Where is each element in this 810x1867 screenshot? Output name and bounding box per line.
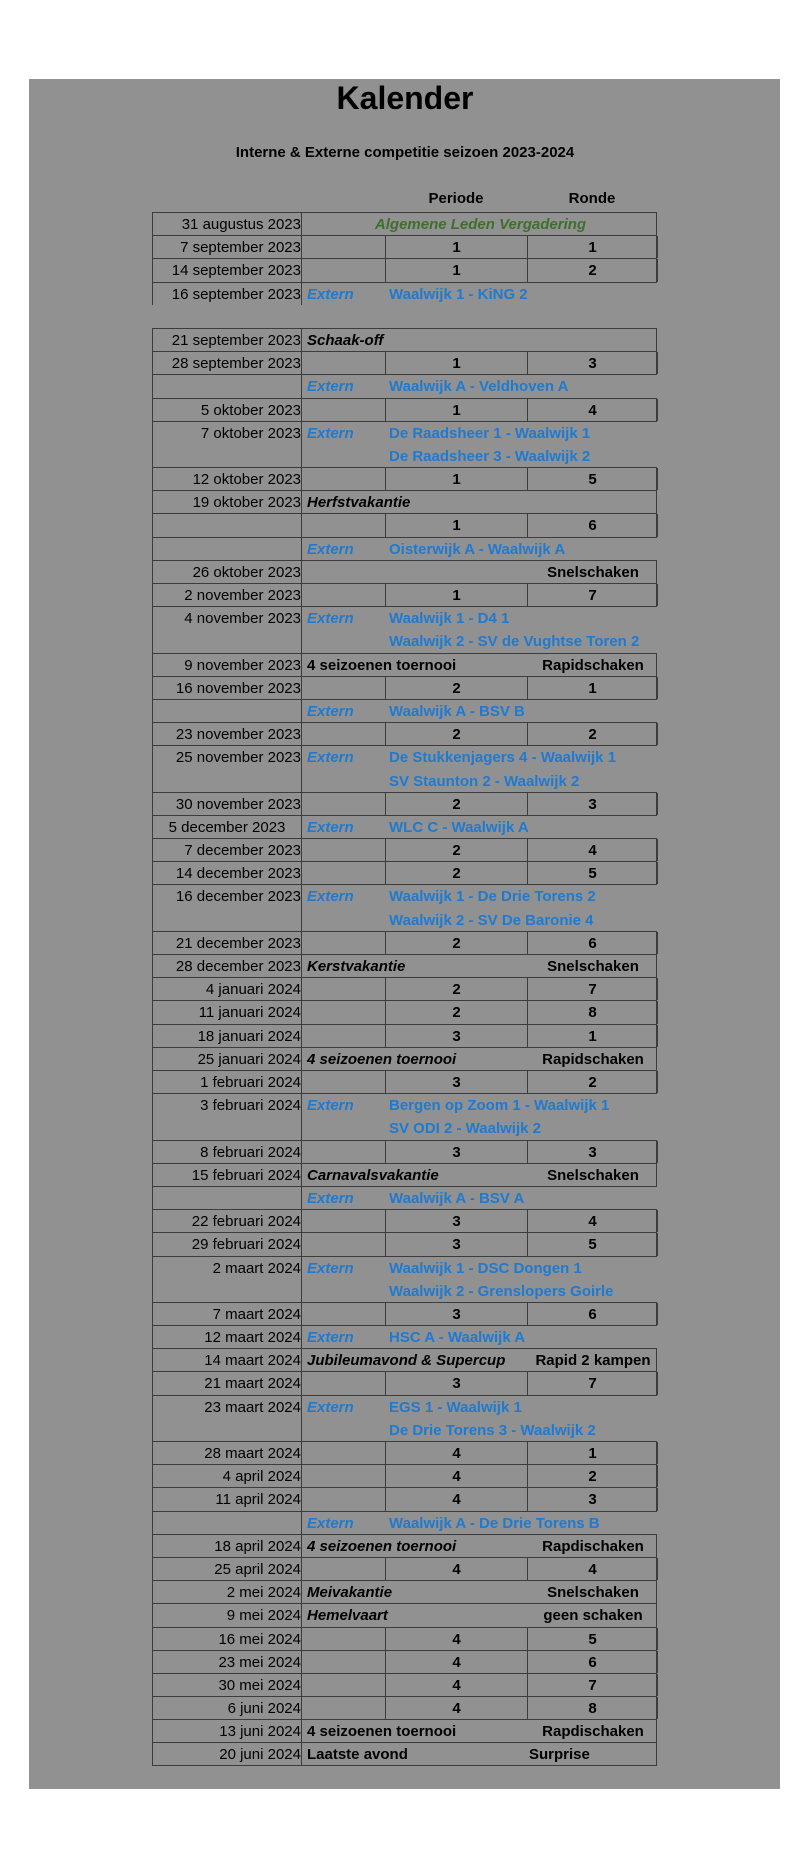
row-periode: 2 (385, 1001, 528, 1023)
row-date: 23 maart 2024 (153, 1396, 302, 1441)
row-ronde: 5 (528, 468, 658, 490)
row-date: 11 januari 2024 (153, 1001, 302, 1023)
row-ronde: 6 (528, 932, 658, 954)
row-periode: 4 (385, 1674, 528, 1696)
calendar-row (152, 1325, 657, 1348)
row-periode: 4 (385, 1558, 528, 1580)
calendar-row (152, 1093, 657, 1139)
calendar-row (152, 351, 657, 374)
row-periode: 2 (385, 839, 528, 861)
calendar-row (152, 1070, 657, 1093)
row-event-type: Rapdischaken (542, 1537, 644, 1555)
row-periode: 3 (385, 1210, 528, 1232)
row-date (153, 1187, 302, 1209)
calendar-row (152, 792, 657, 815)
row-date: 2 mei 2024 (153, 1581, 302, 1603)
row-extern-label: Extern (307, 1329, 354, 1347)
calendar-row (152, 1487, 657, 1510)
row-event-type: Snelschaken (547, 563, 639, 581)
calendar-row (152, 212, 657, 235)
row-date: 18 januari 2024 (153, 1025, 302, 1047)
calendar-table (152, 212, 657, 1766)
row-periode: 4 (385, 1465, 528, 1487)
row-date: 16 november 2023 (153, 677, 302, 699)
row-event: Kerstvakantie (307, 958, 406, 976)
calendar-row (152, 699, 657, 722)
row-periode: 2 (385, 862, 528, 884)
calendar-row (152, 1256, 657, 1302)
row-ronde: 8 (528, 1001, 658, 1023)
row-date: 5 december 2023 (153, 816, 302, 838)
row-periode: 4 (385, 1651, 528, 1673)
row-date: 14 maart 2024 (153, 1349, 302, 1371)
row-date: 2 maart 2024 (153, 1257, 302, 1302)
row-periode: 1 (385, 468, 528, 490)
calendar-row (152, 374, 657, 397)
row-event: Hemelvaart (307, 1607, 388, 1625)
row-date: 26 oktober 2023 (153, 561, 302, 583)
row-ronde: 3 (528, 1141, 658, 1163)
calendar-row (152, 1348, 657, 1371)
row-periode: 2 (385, 723, 528, 745)
row-periode: 1 (385, 236, 528, 258)
row-ronde: 3 (528, 352, 658, 374)
row-date: 19 oktober 2023 (153, 491, 302, 513)
row-ronde: 1 (528, 677, 658, 699)
row-ronde: 2 (528, 1071, 658, 1093)
calendar-row (152, 513, 657, 536)
calendar-row (152, 1627, 657, 1650)
calendar-row (152, 1186, 657, 1209)
row-periode: 2 (385, 978, 528, 1000)
calendar-row (152, 1580, 657, 1603)
calendar-row (152, 1441, 657, 1464)
row-event: 4 seizoenen toernooi (307, 656, 457, 674)
row-date: 20 juni 2024 (153, 1743, 302, 1764)
row-date (153, 538, 302, 560)
calendar-row (152, 1719, 657, 1742)
row-event-type: geen schaken (543, 1607, 643, 1625)
row-periode: 3 (385, 1071, 528, 1093)
row-date: 16 december 2023 (153, 885, 302, 930)
row-date: 6 juni 2024 (153, 1697, 302, 1719)
row-date: 12 maart 2024 (153, 1326, 302, 1348)
calendar-row (152, 1511, 657, 1534)
row-ronde: 3 (528, 793, 658, 815)
calendar-row (152, 1302, 657, 1325)
column-header-periode: Periode (428, 190, 484, 207)
calendar-row (152, 1742, 657, 1765)
row-extern-label: Extern (307, 1398, 354, 1416)
calendar-row (152, 653, 657, 676)
row-date: 25 november 2023 (153, 746, 302, 791)
row-date: 13 juni 2024 (153, 1720, 302, 1742)
calendar-row (152, 490, 657, 513)
row-date: 4 november 2023 (153, 607, 302, 652)
row-date: 18 april 2024 (153, 1535, 302, 1557)
calendar-row (152, 1000, 657, 1023)
calendar-row (152, 977, 657, 1000)
row-date: 4 januari 2024 (153, 978, 302, 1000)
row-event: Meivakantie (307, 1584, 393, 1602)
row-date: 21 december 2023 (153, 932, 302, 954)
row-event: 4 seizoenen toernooi (307, 1050, 457, 1068)
row-extern-label: Extern (307, 540, 354, 558)
row-extern-match: Waalwijk A - BSV A (389, 1189, 525, 1207)
row-extern-label: Extern (307, 1259, 354, 1277)
row-ronde: 1 (528, 1025, 658, 1047)
row-periode: 1 (385, 514, 528, 536)
row-event-type: Snelschaken (547, 1166, 639, 1184)
row-ronde: 2 (528, 1465, 658, 1487)
row-periode: 2 (385, 932, 528, 954)
row-date (153, 375, 302, 397)
row-extern-label: Extern (307, 285, 354, 303)
row-event: Carnavalsvakantie (307, 1166, 439, 1184)
row-extern-label: Extern (307, 702, 354, 720)
row-periode: 4 (385, 1442, 528, 1464)
calendar-row (152, 1464, 657, 1487)
row-ronde: 1 (528, 1442, 658, 1464)
row-date: 30 november 2023 (153, 793, 302, 815)
row-ronde: 7 (528, 978, 658, 1000)
row-extern-match: De Raadsheer 1 - Waalwijk 1 (389, 424, 591, 442)
row-extern-label: Extern (307, 1097, 354, 1115)
row-date: 7 maart 2024 (153, 1303, 302, 1325)
row-date: 14 december 2023 (153, 862, 302, 884)
row-date: 16 mei 2024 (153, 1628, 302, 1650)
row-event-type: Rapdischaken (542, 1723, 644, 1741)
row-date: 22 februari 2024 (153, 1210, 302, 1232)
row-ronde: 6 (528, 1303, 658, 1325)
row-periode: 4 (385, 1488, 528, 1510)
calendar-row (152, 931, 657, 954)
column-header-ronde: Ronde (568, 190, 616, 207)
calendar-row (152, 258, 657, 281)
row-ronde: 4 (528, 399, 658, 421)
row-event-type: Rapidschaken (542, 656, 644, 674)
row-date: 31 augustus 2023 (153, 213, 302, 235)
row-periode: 2 (385, 793, 528, 815)
calendar-row (152, 398, 657, 421)
calendar-row (152, 328, 657, 351)
page-title: Kalender (336, 80, 474, 116)
calendar-row (152, 1232, 657, 1255)
calendar-row (152, 282, 657, 305)
row-periode: 2 (385, 677, 528, 699)
row-extern-label: Extern (307, 749, 354, 767)
row-date: 2 november 2023 (153, 584, 302, 606)
row-periode: 3 (385, 1372, 528, 1394)
row-extern-match: WLC C - Waalwijk A (389, 818, 529, 836)
calendar-row (152, 1673, 657, 1696)
row-date: 28 maart 2024 (153, 1442, 302, 1464)
row-ronde: 4 (528, 839, 658, 861)
calendar-row (152, 560, 657, 583)
calendar-row (152, 676, 657, 699)
calendar-row (152, 1696, 657, 1719)
row-date (153, 514, 302, 536)
row-date: 7 oktober 2023 (153, 422, 302, 467)
row-date: 15 februari 2024 (153, 1164, 302, 1186)
row-date: 16 september 2023 (153, 283, 302, 305)
row-event-type: Rapid 2 kampen (535, 1352, 651, 1370)
calendar-row (152, 537, 657, 560)
row-extern-match: De Stukkenjagers 4 - Waalwijk 1 (389, 749, 617, 767)
row-extern-label: Extern (307, 610, 354, 628)
row-date: 29 februari 2024 (153, 1233, 302, 1255)
row-date: 7 september 2023 (153, 236, 302, 258)
row-extern-label: Extern (307, 1189, 354, 1207)
row-date: 3 februari 2024 (153, 1094, 302, 1139)
row-ronde: 4 (528, 1210, 658, 1232)
row-extern-label: Extern (307, 378, 354, 396)
spacer-row (152, 305, 657, 328)
row-ronde: 4 (528, 1558, 658, 1580)
row-date: 23 november 2023 (153, 723, 302, 745)
row-date (153, 700, 302, 722)
calendar-row (152, 954, 657, 977)
row-extern-match: Waalwijk A - De Drie Torens B (389, 1514, 600, 1532)
row-ronde: 7 (528, 1372, 658, 1394)
calendar-row (152, 606, 657, 652)
calendar-row (152, 1163, 657, 1186)
row-extern-match: Waalwijk 2 - SV De Baronie 4 (389, 911, 594, 929)
row-ronde: 7 (528, 584, 658, 606)
row-event: Laatste avond (307, 1746, 408, 1764)
row-date: 11 april 2024 (153, 1488, 302, 1510)
row-periode: 3 (385, 1303, 528, 1325)
row-periode: 1 (385, 259, 528, 281)
row-periode: 4 (385, 1628, 528, 1650)
row-date: 28 december 2023 (153, 955, 302, 977)
row-extern-match: De Drie Torens 3 - Waalwijk 2 (389, 1421, 596, 1439)
row-extern-match: Waalwijk 2 - Grenslopers Goirle (389, 1282, 614, 1300)
row-event: Herfstvakantie (307, 494, 411, 512)
row-ronde: 6 (528, 514, 658, 536)
row-date: 21 september 2023 (153, 329, 302, 351)
calendar-row (152, 235, 657, 258)
row-ronde: 3 (528, 1488, 658, 1510)
row-extern-match: EGS 1 - Waalwijk 1 (389, 1398, 522, 1416)
row-periode: 1 (385, 352, 528, 374)
row-extern-label: Extern (307, 424, 354, 442)
row-periode: 3 (385, 1233, 528, 1255)
row-date: 9 november 2023 (153, 654, 302, 676)
row-periode: 3 (385, 1025, 528, 1047)
calendar-row (152, 1534, 657, 1557)
calendar-row (152, 745, 657, 791)
row-periode: 4 (385, 1697, 528, 1719)
row-date: 4 april 2024 (153, 1465, 302, 1487)
row-extern-match: Bergen op Zoom 1 - Waalwijk 1 (389, 1097, 610, 1115)
row-date: 14 september 2023 (153, 259, 302, 281)
row-extern-match: Waalwijk 1 - KiNG 2 (389, 285, 528, 303)
calendar-row (152, 722, 657, 745)
calendar-row (152, 838, 657, 861)
calendar-row (152, 884, 657, 930)
row-ronde: 8 (528, 1697, 658, 1719)
calendar-row (152, 1024, 657, 1047)
row-extern-match: Waalwijk 1 - DSC Dongen 1 (389, 1259, 582, 1277)
row-extern-match: Waalwijk 1 - De Drie Torens 2 (389, 888, 596, 906)
row-date: 28 september 2023 (153, 352, 302, 374)
row-date: 7 december 2023 (153, 839, 302, 861)
row-event: 4 seizoenen toernooi (307, 1537, 457, 1555)
row-periode: 1 (385, 399, 528, 421)
calendar-row (152, 1140, 657, 1163)
row-date: 5 oktober 2023 (153, 399, 302, 421)
row-ronde: 5 (528, 1628, 658, 1650)
row-date (153, 1512, 302, 1534)
row-extern-match: SV ODI 2 - Waalwijk 2 (389, 1120, 541, 1138)
row-extern-match: Waalwijk 2 - SV de Vughtse Toren 2 (389, 633, 640, 651)
calendar-row (152, 1650, 657, 1673)
row-ronde: 6 (528, 1651, 658, 1673)
row-extern-label: Extern (307, 888, 354, 906)
row-extern-match: HSC A - Waalwijk A (389, 1329, 526, 1347)
calendar-row (152, 815, 657, 838)
calendar-row (152, 1395, 657, 1441)
row-extern-match: Oisterwijk A - Waalwijk A (389, 540, 566, 558)
row-date: 9 mei 2024 (153, 1604, 302, 1626)
row-ronde: 1 (528, 236, 658, 258)
page-subtitle: Interne & Externe competitie seizoen 2023-2024 (235, 144, 575, 161)
row-extern-match: SV Staunton 2 - Waalwijk 2 (389, 772, 580, 790)
row-date: 1 februari 2024 (153, 1071, 302, 1093)
calendar-row (152, 1371, 657, 1394)
row-date: 30 mei 2024 (153, 1674, 302, 1696)
row-event: Jubileumavond & Supercup (307, 1352, 506, 1370)
row-date: 25 januari 2024 (153, 1048, 302, 1070)
row-extern-label: Extern (307, 1514, 354, 1532)
row-date: 12 oktober 2023 (153, 468, 302, 490)
calendar-row (152, 1209, 657, 1232)
row-date: 23 mei 2024 (153, 1651, 302, 1673)
row-ronde: 7 (528, 1674, 658, 1696)
row-extern-match: Waalwijk A - Veldhoven A (389, 378, 569, 396)
calendar-row (152, 467, 657, 490)
row-event: Schaak-off (307, 331, 384, 349)
calendar-row (152, 421, 657, 467)
row-periode: 3 (385, 1141, 528, 1163)
row-event-type: Snelschaken (547, 958, 639, 976)
row-ronde: 5 (528, 1233, 658, 1255)
calendar-row (152, 583, 657, 606)
row-event-type: Rapidschaken (542, 1050, 644, 1068)
row-ronde: 2 (528, 723, 658, 745)
row-extern-match: Waalwijk A - BSV B (389, 702, 525, 720)
calendar-row (152, 1047, 657, 1070)
calendar-row (152, 1603, 657, 1626)
row-periode: 1 (385, 584, 528, 606)
calendar-row (152, 861, 657, 884)
row-event: 4 seizoenen toernooi (307, 1723, 457, 1741)
row-date: 21 maart 2024 (153, 1372, 302, 1394)
row-extern-match: De Raadsheer 3 - Waalwijk 2 (389, 447, 591, 465)
row-ronde: 2 (528, 259, 658, 281)
calendar-row (152, 1557, 657, 1580)
row-date: 8 februari 2024 (153, 1141, 302, 1163)
row-event-type: Surprise (529, 1746, 590, 1764)
row-date: 25 april 2024 (153, 1558, 302, 1580)
row-extern-match: Waalwijk 1 - D4 1 (389, 610, 510, 628)
row-extern-label: Extern (307, 818, 354, 836)
row-ronde: 5 (528, 862, 658, 884)
row-event-alv: Algemene Leden Vergadering (374, 216, 587, 233)
row-event-type: Snelschaken (547, 1584, 639, 1602)
